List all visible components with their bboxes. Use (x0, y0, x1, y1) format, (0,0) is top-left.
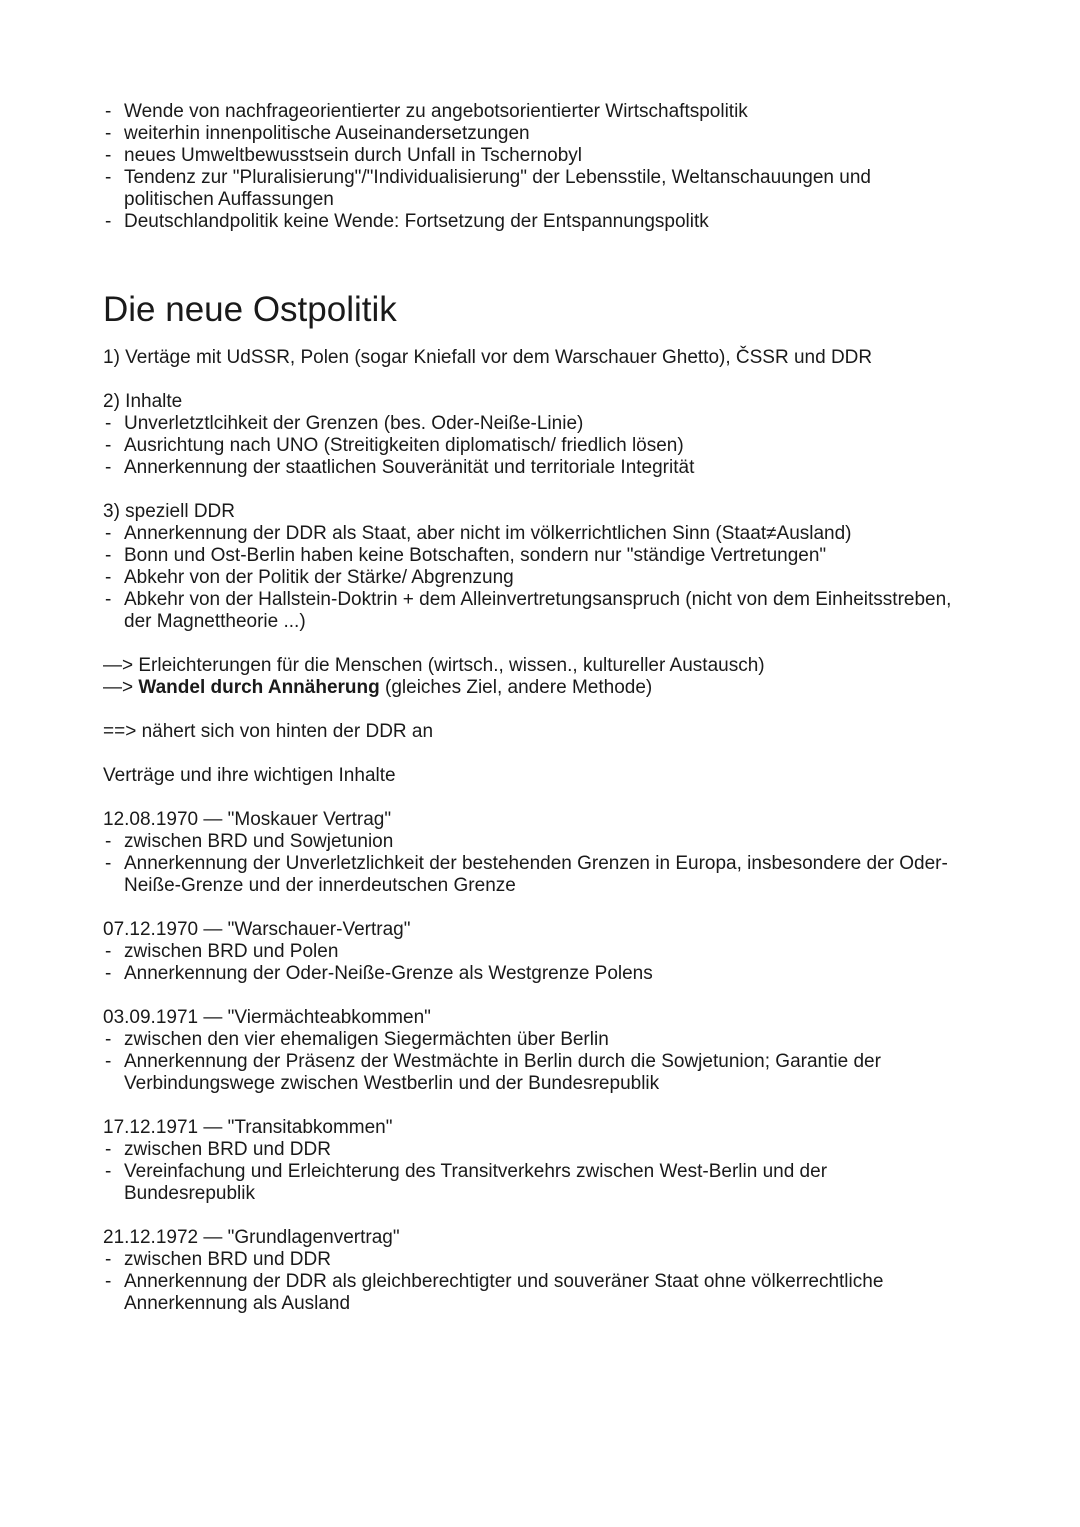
arrow-bold-text: Wandel durch Annäherung (138, 677, 380, 698)
treaty-list (103, 831, 960, 897)
treaty-header: 21.12.1972 — "Grundlagenvertrag" (103, 1227, 400, 1248)
section-heading: Die neue Ostpolitik (103, 290, 397, 329)
list-item: - Abkehr von der Politik der Stärke/ Abgrenzung (103, 567, 960, 589)
treaty-block (103, 1117, 960, 1205)
list-item: - Bonn und Ost-Berlin haben keine Botschaften, sondern nur "ständige Vertretungen" (103, 545, 960, 567)
list-item: - Ausrichtung nach UNO (Streitigkeiten diplomatisch/ friedlich lösen) (103, 435, 960, 457)
list-item: - zwischen BRD und DDR (103, 1249, 960, 1271)
list-item: - Annerkennung der staatlichen Souveränität und territoriale Integrität (103, 457, 960, 479)
list-item: - zwischen den vier ehemaligen Siegermächten über Berlin (103, 1029, 960, 1051)
list-item: - zwischen BRD und Sowjetunion (103, 831, 960, 853)
point-1: 1) Vertäge mit UdSSR, Polen (sogar Kniefall vor dem Warschauer Ghetto), ČSSR und DDR (103, 347, 873, 368)
list-item: - zwischen BRD und DDR (103, 1139, 960, 1161)
arrow-rest-text: (gleiches Ziel, andere Methode) (379, 677, 653, 698)
ddr-list (103, 523, 960, 633)
arrow-prefix: —> (103, 677, 139, 698)
list-item: - Annerkennung der DDR als gleichberechtigter und souveräner Staat ohne völkerrechtliche Annerkennung als Ausland (103, 1271, 960, 1315)
list-item: - Unverletztlcihkeit der Grenzen (bes. Oder-Neiße-Linie) (103, 413, 960, 435)
treaty-header: 07.12.1970 — "Warschauer-Vertrag" (103, 919, 411, 940)
list-item: - Deutschlandpolitik keine Wende: Fortsetzung der Entspannungspolitk (103, 211, 960, 233)
treaty-list (103, 1029, 960, 1095)
list-item: - Annerkennung der Oder-Neiße-Grenze als Westgrenze Polens (103, 963, 960, 985)
treaty-header: 12.08.1970 — "Moskauer Vertrag" (103, 809, 392, 830)
list-item: - neues Umweltbewusstsein durch Unfall in Tschernobyl (103, 145, 960, 167)
ddr-title: 3) speziell DDR (103, 501, 235, 522)
treaties-title: Verträge und ihre wichtigen Inhalte (103, 765, 396, 786)
treaty-list (103, 1139, 960, 1205)
list-item: - Annerkennung der DDR als Staat, aber nicht im völkerrichtlichen Sinn (Staat≠Ausland) (103, 523, 960, 545)
inhalte-list (103, 413, 960, 479)
inhalte-title: 2) Inhalte (103, 391, 183, 412)
treaty-header: 03.09.1971 — "Viermächteabkommen" (103, 1007, 431, 1028)
list-item: - Annerkennung der Präsenz der Westmächte in Berlin durch die Sowjetunion; Garantie der Verbindungswege zwischen Westberlin und der Bundesrepublik (103, 1051, 960, 1095)
list-item: - Vereinfachung und Erleichterung des Transitverkehrs zwischen West-Berlin und der Bundesrepublik (103, 1161, 960, 1205)
treaty-block (103, 1007, 960, 1095)
conclusion-line: ==> nähert sich von hinten der DDR an (103, 721, 434, 742)
list-item: - zwischen BRD und Polen (103, 941, 960, 963)
list-item: - Wende von nachfrageorientierter zu angebotsorientierter Wirtschaftspolitik (103, 101, 960, 123)
treaty-block (103, 1227, 960, 1315)
treaty-list (103, 941, 960, 985)
list-item: - weiterhin innenpolitische Auseinandersetzungen (103, 123, 960, 145)
list-item: - Tendenz zur "Pluralisierung"/"Individualisierung" der Lebensstile, Weltanschauungen und politischen Auffassungen (103, 167, 960, 211)
arrow-line-2 (103, 677, 960, 699)
treaty-list (103, 1249, 960, 1315)
list-item: - Abkehr von der Hallstein-Doktrin + dem Alleinvertretungsanspruch (nicht von dem Einheitsstreben, der Magnettheorie ...) (103, 589, 960, 633)
arrow-line-1: —> Erleichterungen für die Menschen (wirtsch., wissen., kultureller Austausch) (103, 655, 765, 676)
treaty-block (103, 809, 960, 897)
treaty-header: 17.12.1971 — "Transitabkommen" (103, 1117, 393, 1138)
list-item: - Annerkennung der Unverletzlichkeit der bestehenden Grenzen in Europa, insbesondere der Oder-Neiße-Grenze und der innerdeutschen Grenze (103, 853, 960, 897)
treaty-block (103, 919, 960, 985)
intro-bullet-list (103, 101, 960, 233)
